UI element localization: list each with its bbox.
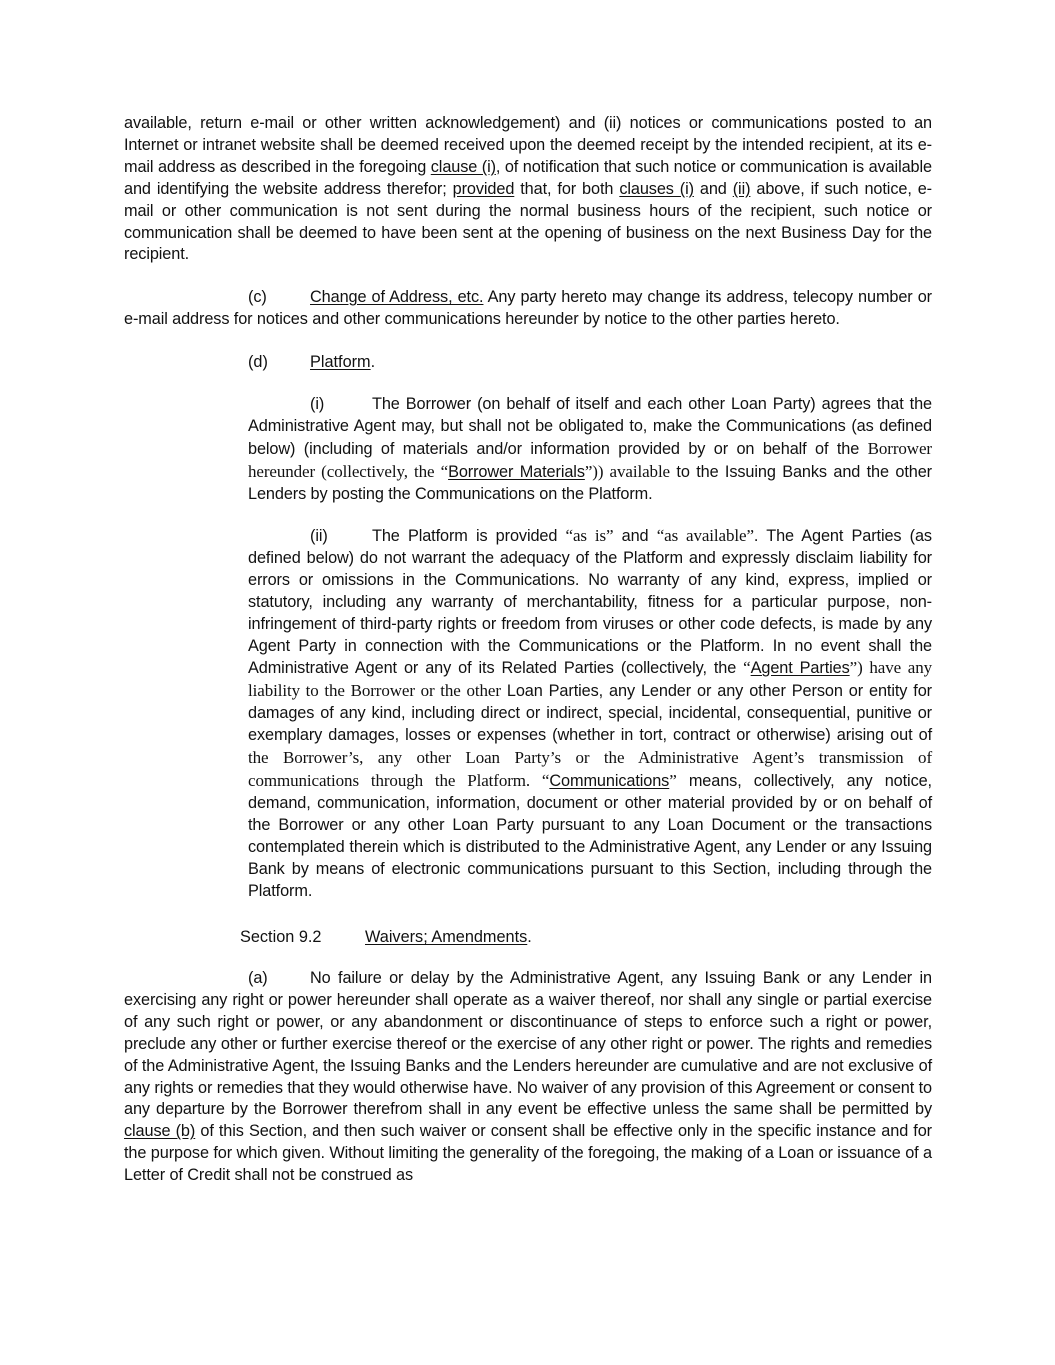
paragraph-waivers-a: [124, 968, 932, 1187]
clause-heading-change-of-address: Change of Address, etc.: [310, 288, 484, 306]
clause-b-reference: clause (b): [124, 1122, 196, 1141]
paragraph-text: . The Agent Parties (as defined below) do not warrant the adequacy of the Platform and expressly disclaim liability for errors or omissions in the Communications. No warranty of any kind, express, implied or statutory, including any warranty of merchantability, fitness for a particular purpose, non-infringement of third-party rights or freedom from viruses or other code defects, is made by any Agent Party in connection with the Communications or the Platform. In no event shall the Administrative Agent or any of its Related Parties (collectively, the: [248, 527, 932, 678]
subclause-number-i: (i): [310, 395, 325, 413]
paragraph-text: above, if such notice, e-mail or other communication is not sent during the normal business hours of the recipient, such notice or communication shall be deemed to have been sent at the opening of business on the next Business Day for the recipient.: [124, 179, 932, 264]
section-title-waivers-amendments: Waivers; Amendments: [365, 928, 528, 946]
clause-number-a: (a): [248, 969, 268, 987]
paragraph-text-serif: ”)) available: [584, 461, 671, 481]
provided-term: provided: [452, 179, 515, 198]
subclause-number-ii: (ii): [310, 527, 328, 545]
paragraph-text: The Borrower (on behalf of itself and each other Loan Party) agrees that the Administrative Agent may, but shall not be obligated to, make the Communications (as defined below) (including of materials and/or information provided by or on behalf of the: [248, 395, 932, 458]
clauses-i-reference: clauses (i): [619, 179, 694, 198]
clause-ii-reference: (ii): [732, 179, 751, 198]
paragraph-text: Any party hereto may change its address, telecopy number or e-mail address for notices and other communications hereunder by notice to the other parties hereto.: [124, 288, 932, 328]
paragraph-text: and: [613, 527, 657, 545]
section-heading-9-2: [240, 926, 532, 948]
paragraph-change-of-address: [124, 287, 932, 331]
paragraph-text: and: [693, 179, 733, 198]
paragraph-text: The Platform is provided: [372, 527, 566, 545]
paragraph-text-serif: the Borrower’s, any other Loan Party’s or the Administrative Agent’s transmission of communications through the Platform. “: [248, 748, 932, 790]
heading-punctuation: .: [527, 928, 532, 946]
clause-heading-platform: Platform: [310, 353, 371, 371]
paragraph-text-serif: ”: [669, 770, 677, 790]
paragraph-text: No failure or delay by the Administrative Agent, any Issuing Bank or any Lender in exercising any right or power hereunder shall operate as a waiver thereof, nor shall any single or partial exercise of any such right or power, or any abandonment or discontinuance of steps to enforce such a right or power, preclude any other or further exercise thereof or the exercise of any other right or power. The rights and remedies of the Administrative Agent, the Issuing Banks and the Lenders hereunder are cumulative and are not exclusive of any rights or remedies that they would otherwise have. No waiver of any provision of this Agreement or consent to any departure by the Borrower therefrom shall in any event be effective unless the same shall be permitted by: [124, 969, 932, 1119]
paragraph-text: Loan Parties, any Lender or any other Person or entity for damages of any kind, including direct or indirect, special, incidental, consequential, punitive or exemplary damages, losses or expenses (whether in tort, contract or otherwise) arising out of: [248, 682, 932, 745]
paragraph-text-serif: “: [743, 658, 751, 678]
clause-i-reference: clause (i): [430, 157, 496, 176]
clause-heading-platform-line: [248, 351, 375, 373]
paragraph-text-serif: ”) have any liability to the Borrower or the other: [248, 658, 932, 701]
paragraph-platform-ii: [248, 525, 932, 902]
paragraph-text: , of notification that such notice or communication is available and identifying the website address therefor;: [124, 157, 932, 198]
paragraph-text-serif: Borrower hereunder (collectively, the “: [248, 438, 932, 481]
clause-number-c: (c): [248, 288, 267, 306]
defined-term-communications: Communications: [549, 771, 670, 790]
paragraph-text: that, for both: [514, 179, 620, 198]
paragraph-text: to the Issuing Banks and the other Lenders by posting the Communications on the Platform.: [248, 462, 932, 503]
paragraph-notices-continued: [124, 113, 932, 266]
defined-term-agent-parties: Agent Parties: [750, 659, 850, 678]
paragraph-platform-i: [248, 394, 932, 506]
defined-term-borrower-materials: Borrower Materials: [448, 462, 585, 481]
paragraph-text-serif: “as available”: [656, 526, 754, 545]
section-number: Section 9.2: [240, 928, 322, 946]
paragraph-text: of this Section, and then such waiver or consent shall be effective only in the specific instance and for the purpose for which given. Without limiting the generality of the foregoing, the making of a Loan or issuance of a Letter of Credit shall not be construed as: [124, 1122, 932, 1185]
paragraph-text: available, return e-mail or other written acknowledgement) and (ii) notices or communications posted to an Internet or intranet website shall be deemed received upon the deemed receipt by the intended recipient, at its e-mail address as described in the foregoing: [124, 114, 932, 176]
heading-punctuation: .: [370, 353, 376, 371]
paragraph-text: means, collectively, any notice, demand, communication, information, document or other material provided by or on behalf of the Borrower or any other Loan Party pursuant to any Loan Document or the transactions contemplated therein which is distributed to the Administrative Agent, any Lender or any Issuing Bank by means of electronic communications pursuant to this Section, including through the Platform.: [248, 771, 932, 900]
clause-number-d: (d): [248, 353, 268, 371]
paragraph-text-serif: “as is”: [565, 526, 614, 545]
